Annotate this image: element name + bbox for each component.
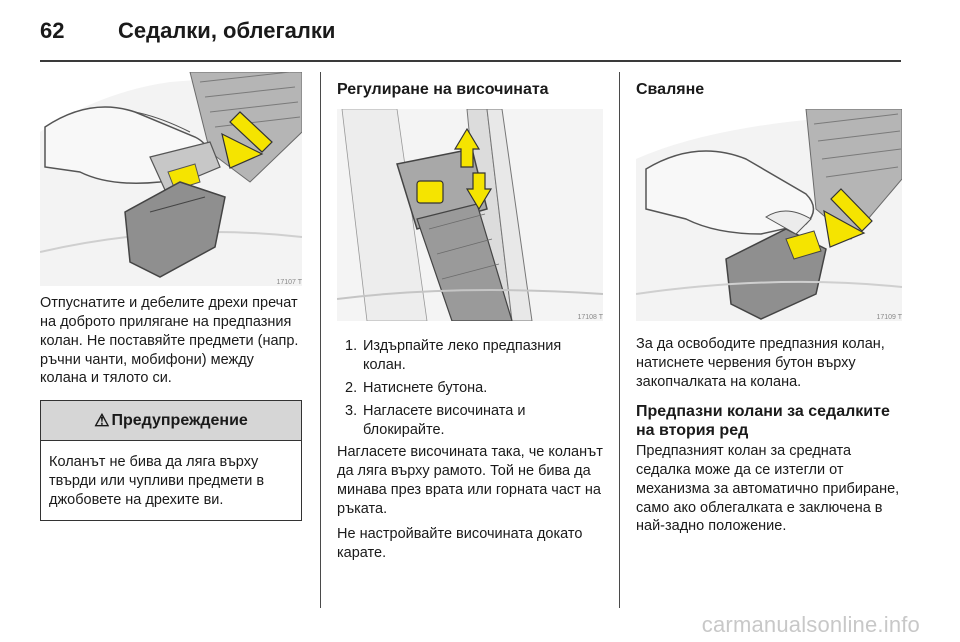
heading-height-adjustment: Регулиране на височината: [337, 81, 549, 98]
list-item: [337, 402, 603, 440]
column-right: [636, 72, 902, 536]
warning-text: Коланът не бива да ляга върху твърди или чупливи предмети в джобовете на дрехите ви.: [49, 454, 265, 508]
seatbelt-fastening-illustration: [40, 72, 302, 286]
watermark: carmanualsonline.info: [701, 612, 920, 637]
header-rule: [40, 60, 901, 62]
step-text: Издърпайте леко предпазния колан.: [363, 338, 562, 374]
column-divider-2: [619, 72, 620, 608]
seatbelt-release-illustration: [636, 109, 902, 321]
page-title: Седалки, облегалки: [118, 18, 336, 43]
step-number: 1.: [345, 338, 358, 355]
paragraph-clothing: Отпуснатите и дебелите дрехи пречат на доброто прилягане на предпазния колан. Не поставяйте предмети (напр. ръчни чанти, мобифони) между колана и тялото си.: [40, 295, 299, 387]
step-text: Натиснете бутона.: [363, 379, 488, 396]
figure-seatbelt-release: [636, 109, 902, 321]
figure-height-adjuster: [337, 109, 603, 321]
page-number: 62: [40, 18, 65, 43]
list-item: [337, 379, 603, 398]
figure-code: 17109 T: [876, 314, 902, 322]
column-middle: [337, 72, 603, 562]
paragraph-no-adjust-while-driving: Не настройвайте височината докато карате.: [337, 525, 583, 561]
step-text: Нагласете височината и блокирайте.: [363, 402, 526, 438]
figure-code: 17107 T: [276, 279, 302, 286]
step-number: 2.: [345, 379, 358, 396]
height-adjuster-illustration: [337, 109, 603, 321]
column-left: [40, 72, 302, 521]
heading-second-row-belts: Предпазни колани за седалките на втория ред: [636, 402, 890, 439]
warning-triangle-icon: ⚠: [94, 410, 110, 430]
paragraph-height-advice: Нагласете височината така, че коланът да ляга върху рамото. Той не бива да минава през врата или горната част на ръката.: [337, 444, 603, 517]
step-number: 3.: [345, 402, 358, 419]
paragraph-release: За да освободите предпазния колан, натиснете червения бутон върху закопчалката на колана.: [636, 336, 885, 390]
warning-title: Предупреждение: [111, 411, 248, 429]
warning-box: [40, 400, 302, 521]
column-divider-1: [320, 72, 321, 608]
heading-removal: Сваляне: [636, 81, 705, 98]
warning-header: [41, 401, 301, 441]
figure-seatbelt-fastening: [40, 72, 302, 286]
list-item: [337, 337, 603, 375]
figure-code: 17108 T: [577, 314, 603, 322]
paragraph-second-row: Предпазният колан за средната седалка може да се изтегли от механизма за автоматично прибиране, само ако облегалката е заключена в най-задно положение.: [636, 443, 900, 535]
steps-list: [337, 337, 603, 439]
